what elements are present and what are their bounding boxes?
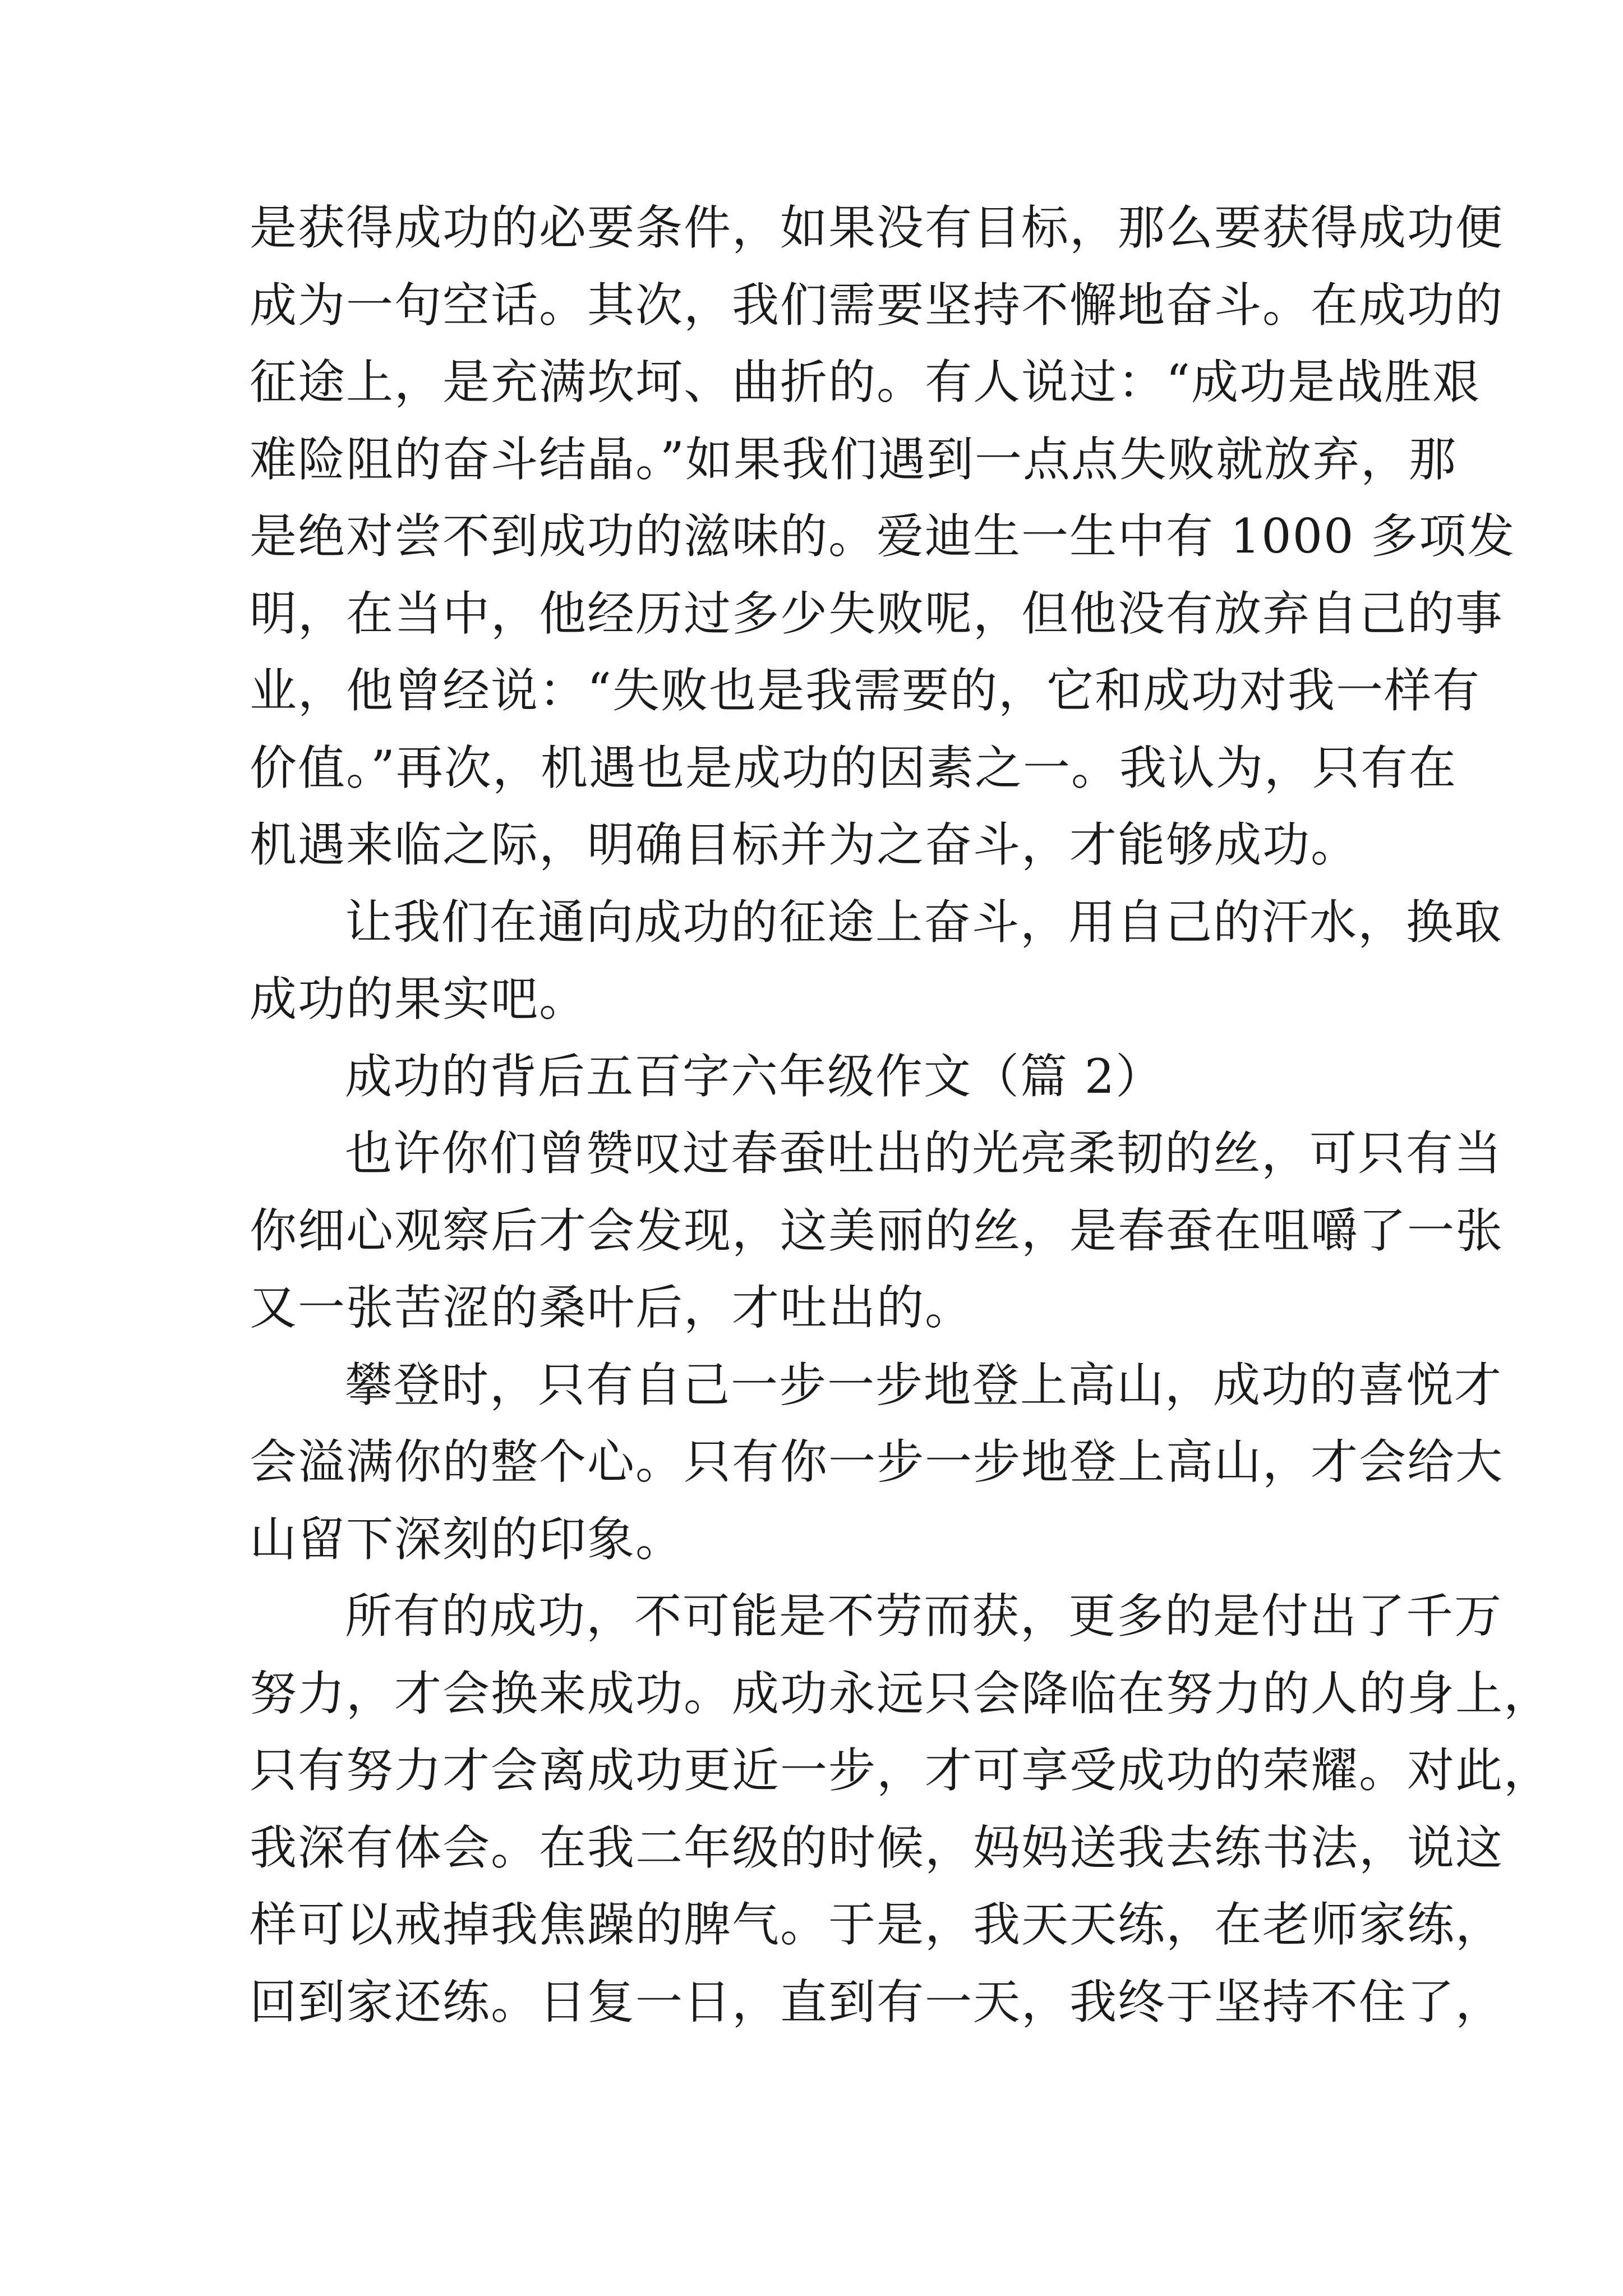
text-line: 山留下深刻的印象。 — [250, 1511, 684, 1567]
text-line: 征途上，是充满坎坷、曲折的。有人说过：“成功是战胜艰 — [250, 355, 1481, 409]
text-line: 明，在当中，他经历过多少失败呢，但他没有放弃自己的事 — [250, 586, 1504, 641]
text-line: 成为一句空话。其次，我们需要坚持不懈地奋斗。在成功的 — [250, 277, 1504, 333]
text-line: 回到家还练。日复一日，直到有一天，我终于坚持不住了， — [250, 1974, 1504, 2030]
paragraph-start-line: 也许你们曾赞叹过春蚕吐出的光亮柔韧的丝，可只有当 — [345, 1126, 1503, 1181]
text-line: 是获得成功的必要条件，如果没有目标，那么要获得成功便 — [250, 200, 1504, 255]
paragraph-start-line: 让我们在通向成功的征途上奋斗，用自己的汗水，换取 — [345, 894, 1503, 950]
text-line: 我深有体会。在我二年级的时候，妈妈送我去练书法，说这 — [250, 1820, 1504, 1875]
text-line: 努力，才会换来成功。成功永远只会降临在努力的人的身上， — [250, 1665, 1552, 1721]
essay-body — [250, 190, 1552, 2041]
text-line: 业，他曾经说：“失败也是我需要的，它和成功对我一样有 — [250, 663, 1481, 718]
text-line: 只有努力才会离成功更近一步，才可享受成功的荣耀。对此， — [250, 1743, 1552, 1798]
text-line: 价值。”再次，机遇也是成功的因素之一。我认为，只有在 — [250, 740, 1457, 795]
text-line: 成功的果实吧。 — [250, 972, 588, 1027]
text-line: 是绝对尝不到成功的滋味的。爱迪生一生中有 1000 多项发 — [250, 509, 1516, 564]
text-line: 难险阻的奋斗结晶。”如果我们遇到一点点失败就放弃，那 — [250, 431, 1457, 487]
section-heading: 成功的背后五百字六年级作文（篇 2） — [345, 1048, 1164, 1104]
paragraph-start-line: 所有的成功，不可能是不劳而获，更多的是付出了千万 — [345, 1589, 1503, 1644]
text-line: 样可以戒掉我焦躁的脾气。于是，我天天练，在老师家练， — [250, 1897, 1504, 1952]
paragraph-start-line: 攀登时，只有自己一步一步地登上高山，成功的喜悦才 — [345, 1357, 1503, 1412]
text-line: 你细心观察后才会发现，这美丽的丝，是春蚕在咀嚼了一张 — [250, 1203, 1504, 1258]
text-line: 又一张苦涩的桑叶后，才吐出的。 — [250, 1280, 974, 1335]
text-line: 机遇来临之际，明确目标并为之奋斗，才能够成功。 — [250, 817, 1359, 872]
text-line: 会溢满你的整个心。只有你一步一步地登上高山，才会给大 — [250, 1434, 1504, 1489]
